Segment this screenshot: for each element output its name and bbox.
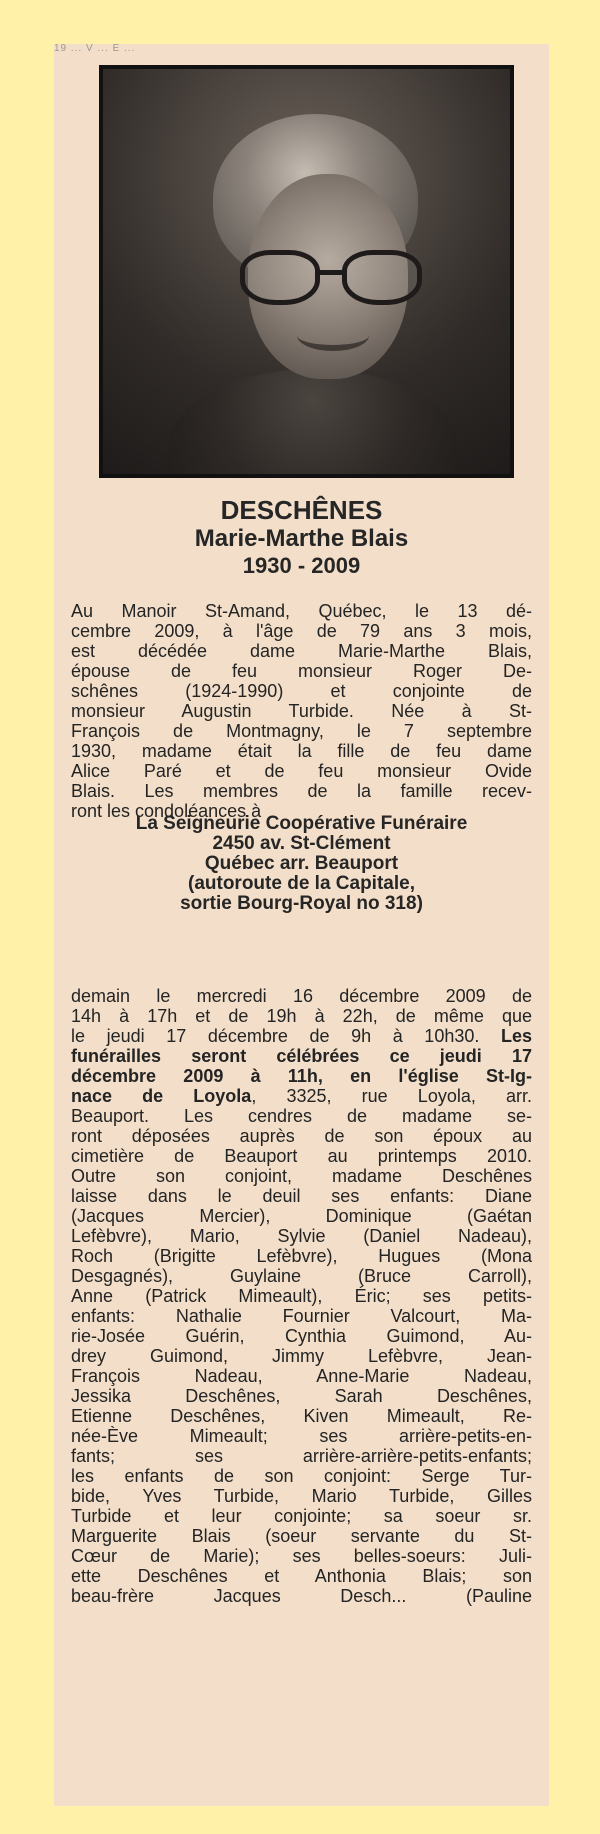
obituary-text-segment: , 3325, rue Loyola, arr. xyxy=(251,1086,532,1106)
obituary-clipping xyxy=(54,44,549,1806)
portrait-left-lens xyxy=(240,250,320,305)
obituary-line xyxy=(71,1026,532,1046)
obituary-line: Beauport. Les cendres de madame se- xyxy=(71,1106,532,1126)
obituary-line: (Jacques Mercier), Dominique (Gaétan xyxy=(71,1206,532,1226)
portrait-glasses xyxy=(240,250,422,304)
portrait-smile xyxy=(297,320,369,351)
obituary-line xyxy=(71,1086,532,1106)
funeral-home-city: Québec arr. Beauport xyxy=(204,853,399,874)
obituary-line: cembre 2009, à l'âge de 79 ans 3 mois, xyxy=(71,621,532,641)
portrait-glasses-bridge xyxy=(318,270,344,275)
deceased-years: 1930 - 2009 xyxy=(242,553,361,578)
obituary-line: Cœur de Marie); ses belles-soeurs: Juli- xyxy=(71,1546,532,1566)
obituary-bold-segment: décembre 2009 à 11h, en l'église St-Ig- xyxy=(71,1066,532,1086)
obituary-paragraph-2 xyxy=(71,986,532,1606)
obituary-bold-segment: nace de Loyola xyxy=(71,1086,252,1106)
obituary-line: ront déposées auprès de son époux au xyxy=(71,1126,532,1146)
obituary-line: drey Guimond, Jimmy Lefèbvre, Jean- xyxy=(71,1346,532,1366)
obituary-line: Blais. Les membres de la famille recev- xyxy=(71,781,532,801)
obituary-line: Roch (Brigitte Lefèbvre), Hugues (Mona xyxy=(71,1246,532,1266)
obituary-line: Anne (Patrick Mimeault), Éric; ses petits- xyxy=(71,1286,532,1306)
obituary-line: fants; ses arrière-arrière-petits-enfants; xyxy=(71,1446,532,1466)
funeral-home-exit: sortie Bourg-Royal no 318) xyxy=(180,893,423,914)
obituary-bold-segment: funérailles seront célébrées ce jeudi 17 xyxy=(71,1046,532,1066)
obituary-line: monsieur Augustin Turbide. Née à St- xyxy=(71,701,532,721)
obituary-header xyxy=(54,496,549,578)
obituary-text-segment: le jeudi 17 décembre de 9h à 10h30. xyxy=(71,1026,501,1046)
obituary-line: cimetière de Beauport au printemps 2010. xyxy=(71,1146,532,1166)
obituary-line: Outre son conjoint, madame Deschênes xyxy=(71,1166,532,1186)
obituary-line: Marguerite Blais (soeur servante du St- xyxy=(71,1526,532,1546)
obituary-line: Alice Paré et de feu monsieur Ovide xyxy=(71,761,532,781)
funeral-home-address: 2450 av. St-Clément xyxy=(212,833,391,854)
obituary-line: enfants: Nathalie Fournier Valcourt, Ma- xyxy=(71,1306,532,1326)
obituary-line: rie-Josée Guérin, Cynthia Guimond, Au- xyxy=(71,1326,532,1346)
funeral-home-directions: (autoroute de la Capitale, xyxy=(188,873,415,894)
obituary-line: Turbide et leur conjointe; sa soeur sr. xyxy=(71,1506,532,1526)
portrait-frame xyxy=(99,65,514,478)
obituary-line: François de Montmagny, le 7 septembre xyxy=(71,721,532,741)
portrait-right-lens xyxy=(342,250,422,305)
obituary-line: François Nadeau, Anne-Marie Nadeau, xyxy=(71,1366,532,1386)
obituary-line: bide, Yves Turbide, Mario Turbide, Gilles xyxy=(71,1486,532,1506)
obituary-line: 14h à 17h et de 19h à 22h, de même que xyxy=(71,1006,532,1026)
obituary-line: ront les condoléances à xyxy=(71,801,262,821)
obituary-line: épouse de feu monsieur Roger De- xyxy=(71,661,532,681)
bottom-cut-edge xyxy=(54,1797,549,1806)
portrait-photo xyxy=(103,69,510,474)
deceased-full-name: Marie-Marthe Blais xyxy=(194,525,409,552)
obituary-line: 1930, madame était la fille de feu dame xyxy=(71,741,532,761)
obituary-bold-segment: Les xyxy=(500,1026,532,1046)
obituary-line: Desgagnés), Guylaine (Bruce Carroll), xyxy=(71,1266,532,1286)
obituary-line: née-Ève Mimeault; ses arrière-petits-en- xyxy=(71,1426,532,1446)
obituary-line: ette Deschênes et Anthonia Blais; son xyxy=(71,1566,532,1586)
top-cut-text: 19 ... V ... E ... xyxy=(54,44,136,54)
obituary-line xyxy=(71,1066,532,1086)
portrait-coat xyxy=(168,369,458,474)
obituary-line: Etienne Deschênes, Kiven Mimeault, Re- xyxy=(71,1406,532,1426)
obituary-paragraph-1 xyxy=(71,601,532,821)
obituary-line: Lefèbvre), Mario, Sylvie (Daniel Nadeau), xyxy=(71,1226,532,1246)
obituary-line: beau-frère Jacques Desch... (Pauline xyxy=(71,1586,532,1606)
obituary-line: les enfants de son conjoint: Serge Tur- xyxy=(71,1466,532,1486)
obituary-line: laisse dans le deuil ses enfants: Diane xyxy=(71,1186,532,1206)
obituary-line xyxy=(71,1046,532,1066)
funeral-home-block xyxy=(54,814,549,914)
deceased-surname: DESCHÊNES xyxy=(220,495,383,525)
obituary-line: schênes (1924-1990) et conjointe de xyxy=(71,681,532,701)
obituary-line: demain le mercredi 16 décembre 2009 de xyxy=(71,986,532,1006)
obituary-line: est décédée dame Marie-Marthe Blais, xyxy=(71,641,532,661)
obituary-line: Jessika Deschênes, Sarah Deschênes, xyxy=(71,1386,532,1406)
obituary-line: Au Manoir St-Amand, Québec, le 13 dé- xyxy=(71,601,532,621)
funeral-home-name: La Seigneurie Coopérative Funéraire xyxy=(135,813,468,834)
